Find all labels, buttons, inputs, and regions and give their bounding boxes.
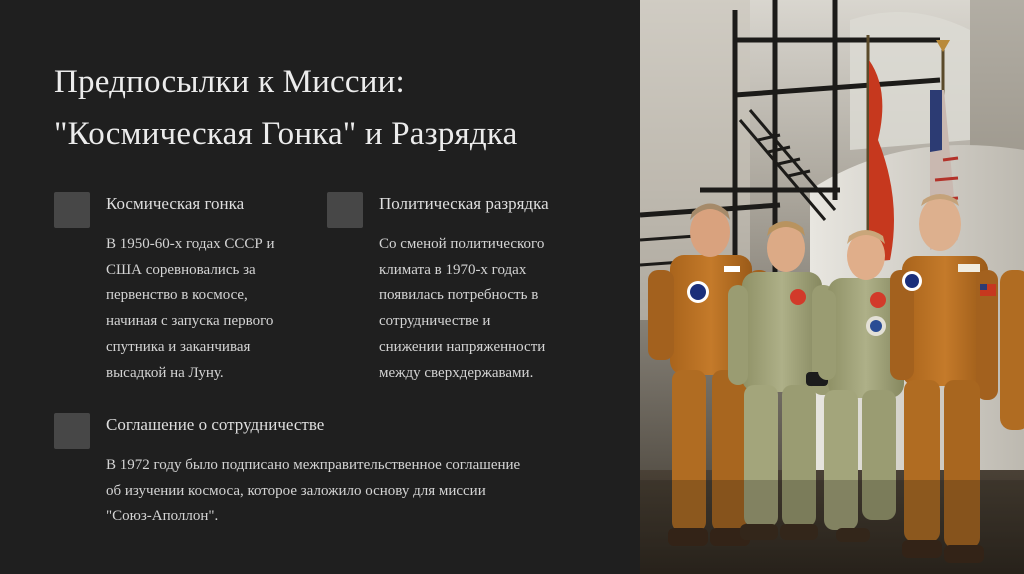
card-body-line: снижении напряженности [379, 338, 546, 355]
card-body-line: первенство в космосе, [106, 287, 248, 304]
card-body-line: Со сменой политического [379, 236, 545, 252]
card-body [106, 453, 520, 530]
card-space-race [54, 192, 324, 382]
card-body-line: между сверхдержавами. [379, 364, 534, 381]
square-marker-icon [54, 192, 90, 228]
slide-title [54, 56, 624, 160]
card-body-line: высадкой на Луну. [106, 364, 224, 381]
card-body-line: В 1972 году было подписано межправительственное соглашение [106, 457, 521, 473]
card-heading: Космическая гонка [106, 194, 245, 213]
card-body-line: об изучении космоса, которое заложило основу для миссии [106, 482, 486, 499]
card-body-line: появилась потребность в [379, 287, 539, 304]
card-body-line: начиная с запуска первого [106, 313, 274, 330]
card-heading: Соглашение о сотрудничестве [106, 415, 325, 434]
card-body [106, 232, 275, 386]
card-detente [327, 192, 617, 382]
slide-title-line-1: Предпосылки к Миссии: [54, 64, 405, 100]
card-body-line: "Союз-Аполлон". [106, 508, 219, 525]
card-body-line: спутника и заканчивая [106, 338, 251, 355]
card-cooperation-agreement [54, 413, 614, 533]
square-marker-icon [327, 192, 363, 228]
card-body-line: США соревновались за [106, 261, 256, 278]
square-marker-icon [54, 413, 90, 449]
slide-title-line-2: "Космическая Гонка" и Разрядка [54, 116, 518, 152]
card-body-line: В 1950-60-х годах СССР и [106, 236, 275, 252]
card-body-line: сотрудничестве и [379, 313, 491, 330]
card-body-line: климата в 1970-х годах [379, 261, 527, 278]
card-body [379, 232, 545, 386]
crew-photo [640, 0, 1024, 574]
card-heading: Политическая разрядка [379, 194, 549, 213]
